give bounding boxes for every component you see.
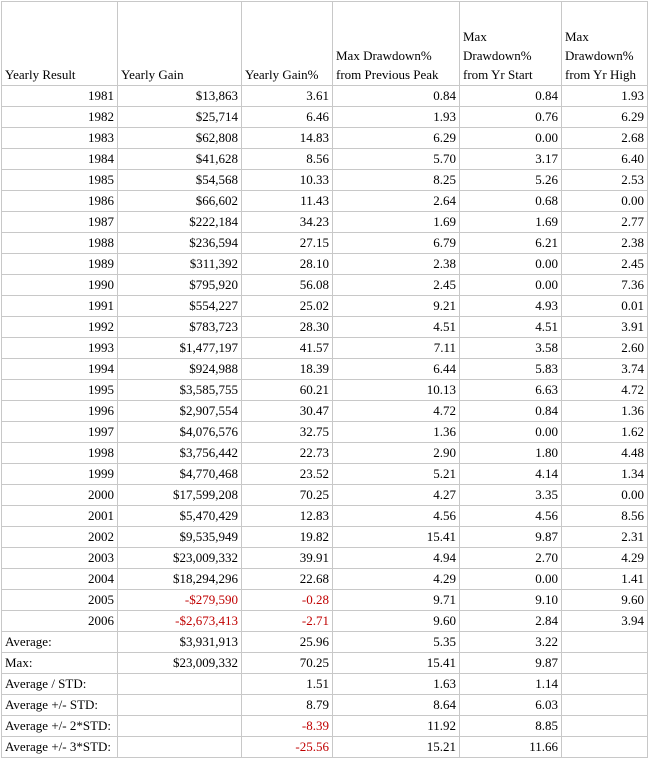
table-cell: 4.14 [460, 464, 562, 485]
table-cell: $62,808 [118, 128, 242, 149]
table-cell [562, 737, 648, 758]
table-cell: $9,535,949 [118, 527, 242, 548]
table-row [2, 149, 648, 170]
table-cell: 3.58 [460, 338, 562, 359]
table-cell: 3.22 [460, 632, 562, 653]
table-cell: 28.10 [242, 254, 333, 275]
table-cell: 2.90 [333, 443, 460, 464]
year-cell: 1985 [2, 170, 118, 191]
table-cell: 9.60 [333, 611, 460, 632]
year-cell: 2003 [2, 548, 118, 569]
table-cell: $222,184 [118, 212, 242, 233]
table-cell: 6.29 [333, 128, 460, 149]
table-cell: 19.82 [242, 527, 333, 548]
table-cell: 1.93 [562, 86, 648, 107]
table-cell: 8.56 [562, 506, 648, 527]
results-table [1, 1, 648, 758]
table-cell: 3.35 [460, 485, 562, 506]
table-cell: $5,470,429 [118, 506, 242, 527]
table-row [2, 212, 648, 233]
table-cell: 6.21 [460, 233, 562, 254]
summary-row [2, 653, 648, 674]
table-cell: 1.36 [333, 422, 460, 443]
table-cell: $41,628 [118, 149, 242, 170]
year-cell: 1981 [2, 86, 118, 107]
table-cell: 32.75 [242, 422, 333, 443]
table-row [2, 107, 648, 128]
table-row [2, 380, 648, 401]
table-cell: $54,568 [118, 170, 242, 191]
table-cell: 1.36 [562, 401, 648, 422]
table-cell: 5.26 [460, 170, 562, 191]
table-cell: $3,585,755 [118, 380, 242, 401]
table-cell: -$2,673,413 [118, 611, 242, 632]
table-cell: 2.77 [562, 212, 648, 233]
year-cell: 1989 [2, 254, 118, 275]
table-cell: 1.51 [242, 674, 333, 695]
table-row [2, 170, 648, 191]
year-cell: 1997 [2, 422, 118, 443]
table-cell: $2,907,554 [118, 401, 242, 422]
table-cell: 2.68 [562, 128, 648, 149]
table-row [2, 359, 648, 380]
table-cell: 9.71 [333, 590, 460, 611]
summary-label: Average +/- STD: [2, 695, 118, 716]
summary-row [2, 632, 648, 653]
table-row [2, 401, 648, 422]
table-cell: $13,863 [118, 86, 242, 107]
summary-label: Max: [2, 653, 118, 674]
table-cell: $783,723 [118, 317, 242, 338]
table-cell: 0.00 [562, 191, 648, 212]
summary-row [2, 737, 648, 758]
table-cell: 0.00 [460, 254, 562, 275]
table-cell: 15.41 [333, 527, 460, 548]
table-cell: 3.91 [562, 317, 648, 338]
table-cell: 3.94 [562, 611, 648, 632]
table-cell: 22.68 [242, 569, 333, 590]
table-cell: 8.64 [333, 695, 460, 716]
table-cell: 5.35 [333, 632, 460, 653]
table-cell: 4.56 [333, 506, 460, 527]
table-cell: 0.84 [333, 86, 460, 107]
year-cell: 1998 [2, 443, 118, 464]
table-cell: 0.00 [562, 485, 648, 506]
table-cell: $3,931,913 [118, 632, 242, 653]
year-cell: 2005 [2, 590, 118, 611]
table-cell: 60.21 [242, 380, 333, 401]
table-cell: 1.62 [562, 422, 648, 443]
table-cell: 7.36 [562, 275, 648, 296]
year-cell: 1993 [2, 338, 118, 359]
table-cell: 2.70 [460, 548, 562, 569]
table-cell: -25.56 [242, 737, 333, 758]
table-cell: 4.72 [562, 380, 648, 401]
table-cell: -8.39 [242, 716, 333, 737]
header-cell: Yearly Gain [118, 2, 242, 86]
table-cell: 27.15 [242, 233, 333, 254]
table-cell: 1.80 [460, 443, 562, 464]
summary-row [2, 674, 648, 695]
table-cell: $1,477,197 [118, 338, 242, 359]
table-cell: 0.00 [460, 422, 562, 443]
table-cell: 15.21 [333, 737, 460, 758]
year-cell: 1986 [2, 191, 118, 212]
table-cell: 1.93 [333, 107, 460, 128]
table-row [2, 128, 648, 149]
table-cell [562, 695, 648, 716]
year-cell: 2002 [2, 527, 118, 548]
summary-label: Average / STD: [2, 674, 118, 695]
table-cell: 5.70 [333, 149, 460, 170]
year-cell: 1984 [2, 149, 118, 170]
table-cell: 9.10 [460, 590, 562, 611]
table-cell: 0.00 [460, 275, 562, 296]
table-cell: 34.23 [242, 212, 333, 233]
table-cell: 4.29 [562, 548, 648, 569]
table-cell: 1.41 [562, 569, 648, 590]
table-cell: $66,602 [118, 191, 242, 212]
table-cell: 39.91 [242, 548, 333, 569]
table-cell: 2.45 [333, 275, 460, 296]
table-cell: 4.29 [333, 569, 460, 590]
header-cell: Max Drawdown% from Yr High [562, 2, 648, 86]
table-cell: 0.76 [460, 107, 562, 128]
table-cell: $25,714 [118, 107, 242, 128]
table-cell: 10.33 [242, 170, 333, 191]
table-cell: 2.53 [562, 170, 648, 191]
table-cell: 0.00 [460, 128, 562, 149]
table-cell: 4.48 [562, 443, 648, 464]
table-cell: $554,227 [118, 296, 242, 317]
table-cell: 3.74 [562, 359, 648, 380]
table-cell: 23.52 [242, 464, 333, 485]
table-cell: $311,392 [118, 254, 242, 275]
table-cell: 28.30 [242, 317, 333, 338]
table-cell: 1.34 [562, 464, 648, 485]
year-cell: 1999 [2, 464, 118, 485]
summary-body [2, 632, 648, 758]
table-cell: 7.11 [333, 338, 460, 359]
table-cell: 41.57 [242, 338, 333, 359]
year-cell: 1982 [2, 107, 118, 128]
table-cell: 2.64 [333, 191, 460, 212]
summary-row [2, 716, 648, 737]
table-cell: 22.73 [242, 443, 333, 464]
year-cell: 1992 [2, 317, 118, 338]
table-cell: 1.69 [333, 212, 460, 233]
table-cell: 11.92 [333, 716, 460, 737]
header-row [2, 2, 648, 86]
table-cell: $4,076,576 [118, 422, 242, 443]
table-cell: 30.47 [242, 401, 333, 422]
header-cell: Yearly Gain% [242, 2, 333, 86]
table-row [2, 485, 648, 506]
table-cell: 4.72 [333, 401, 460, 422]
table-row [2, 233, 648, 254]
table-cell [118, 695, 242, 716]
table-cell: 2.31 [562, 527, 648, 548]
year-cell: 1995 [2, 380, 118, 401]
year-cell: 1983 [2, 128, 118, 149]
table-row [2, 464, 648, 485]
table-cell [118, 716, 242, 737]
table-cell: 4.51 [460, 317, 562, 338]
header-cell: Max Drawdown% from Previous Peak [333, 2, 460, 86]
table-cell: 10.13 [333, 380, 460, 401]
table-cell: 1.14 [460, 674, 562, 695]
table-cell: 6.03 [460, 695, 562, 716]
table-row [2, 527, 648, 548]
table-cell: $3,756,442 [118, 443, 242, 464]
table-cell: -2.71 [242, 611, 333, 632]
table-cell: $4,770,468 [118, 464, 242, 485]
table-cell: 8.56 [242, 149, 333, 170]
table-cell: 9.87 [460, 527, 562, 548]
table-cell: 1.63 [333, 674, 460, 695]
table-cell: 1.69 [460, 212, 562, 233]
table-cell: 5.83 [460, 359, 562, 380]
summary-label: Average +/- 3*STD: [2, 737, 118, 758]
summary-label: Average +/- 2*STD: [2, 716, 118, 737]
table-row [2, 317, 648, 338]
table-cell: 2.38 [333, 254, 460, 275]
year-cell: 1990 [2, 275, 118, 296]
table-row [2, 338, 648, 359]
table-cell: 4.93 [460, 296, 562, 317]
table-row [2, 569, 648, 590]
table-cell: 4.56 [460, 506, 562, 527]
table-cell: 25.02 [242, 296, 333, 317]
table-row [2, 191, 648, 212]
table-cell: 6.79 [333, 233, 460, 254]
year-cell: 2000 [2, 485, 118, 506]
table-cell: 6.44 [333, 359, 460, 380]
table-cell: -0.28 [242, 590, 333, 611]
table-cell: 70.25 [242, 653, 333, 674]
header-cell: Yearly Result [2, 2, 118, 86]
table-cell: 11.43 [242, 191, 333, 212]
table-row [2, 422, 648, 443]
year-cell: 1994 [2, 359, 118, 380]
table-cell: 8.25 [333, 170, 460, 191]
table-cell: 4.27 [333, 485, 460, 506]
table-cell: $924,988 [118, 359, 242, 380]
table-cell: $17,599,208 [118, 485, 242, 506]
year-cell: 2006 [2, 611, 118, 632]
table-cell: 9.21 [333, 296, 460, 317]
year-cell: 1988 [2, 233, 118, 254]
table-cell: 4.51 [333, 317, 460, 338]
year-cell: 2004 [2, 569, 118, 590]
year-cell: 1991 [2, 296, 118, 317]
table-cell: $23,009,332 [118, 653, 242, 674]
table-row [2, 254, 648, 275]
table-cell: 2.45 [562, 254, 648, 275]
table-cell: 3.17 [460, 149, 562, 170]
table-cell: 3.61 [242, 86, 333, 107]
table-cell: 6.46 [242, 107, 333, 128]
summary-row [2, 695, 648, 716]
table-cell: 14.83 [242, 128, 333, 149]
table-cell: 6.63 [460, 380, 562, 401]
table-cell: 12.83 [242, 506, 333, 527]
table-cell [562, 653, 648, 674]
table-cell: $795,920 [118, 275, 242, 296]
year-cell: 1996 [2, 401, 118, 422]
table-cell: 9.87 [460, 653, 562, 674]
table-cell: 0.01 [562, 296, 648, 317]
table-cell: 9.60 [562, 590, 648, 611]
table-body [2, 86, 648, 632]
table-cell [118, 674, 242, 695]
year-cell: 1987 [2, 212, 118, 233]
table-cell: 0.00 [460, 569, 562, 590]
table-row [2, 443, 648, 464]
table-cell: 0.84 [460, 401, 562, 422]
table-row [2, 506, 648, 527]
table-cell: 70.25 [242, 485, 333, 506]
table-cell: $18,294,296 [118, 569, 242, 590]
table-cell: 8.79 [242, 695, 333, 716]
table-row [2, 548, 648, 569]
table-row [2, 590, 648, 611]
table-cell: 2.60 [562, 338, 648, 359]
table-cell: 6.29 [562, 107, 648, 128]
table-cell: 2.38 [562, 233, 648, 254]
table-cell: 15.41 [333, 653, 460, 674]
summary-label: Average: [2, 632, 118, 653]
table-cell [562, 674, 648, 695]
table-row [2, 275, 648, 296]
table-cell: 8.85 [460, 716, 562, 737]
table-cell: 2.84 [460, 611, 562, 632]
table-row [2, 86, 648, 107]
table-cell: 4.94 [333, 548, 460, 569]
table-cell: 0.84 [460, 86, 562, 107]
table-cell: 25.96 [242, 632, 333, 653]
table-cell: 5.21 [333, 464, 460, 485]
year-cell: 2001 [2, 506, 118, 527]
table-cell: 11.66 [460, 737, 562, 758]
table-row [2, 611, 648, 632]
table-cell: 18.39 [242, 359, 333, 380]
table-cell [562, 716, 648, 737]
header-cell: Max Drawdown% from Yr Start [460, 2, 562, 86]
table-row [2, 296, 648, 317]
table-cell: $23,009,332 [118, 548, 242, 569]
table-cell: 0.68 [460, 191, 562, 212]
table-cell: -$279,590 [118, 590, 242, 611]
table-cell: 6.40 [562, 149, 648, 170]
table-cell [118, 737, 242, 758]
table-cell: $236,594 [118, 233, 242, 254]
table-cell: 56.08 [242, 275, 333, 296]
table-cell [562, 632, 648, 653]
